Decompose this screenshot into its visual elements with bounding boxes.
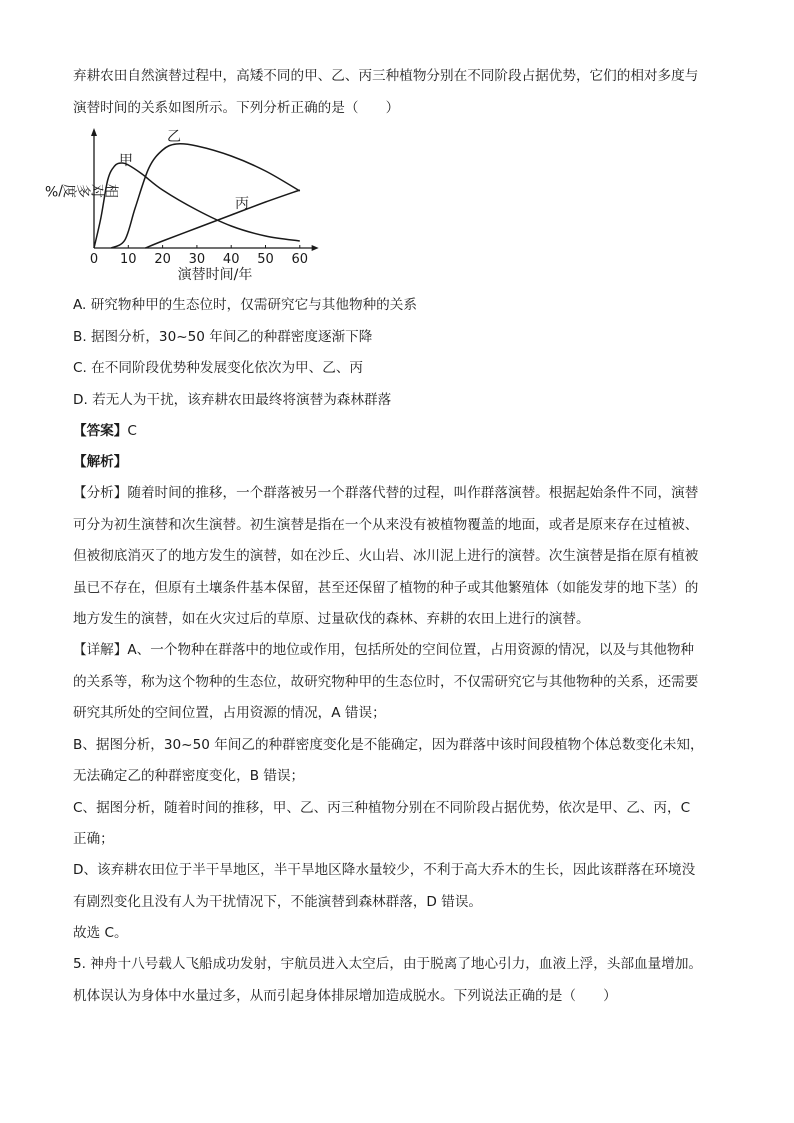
x-tick-label: 50 <box>257 252 274 267</box>
detail-line: 的关系等，称为这个物种的生态位，故研究物种甲的生态位时，不仅需研究它与其他物种的关系，还需要 <box>73 674 699 690</box>
series-curve-甲 <box>94 163 300 248</box>
analysis-line: 地方发生的演替，如在火灾过后的草原、过量砍伐的森林、弃耕的农田上进行的演替。 <box>73 611 590 627</box>
next-question-line1: 5. 神舟十八号载人飞船成功发射，宇航员进入太空后，由于脱离了地心引力，血液上浮，头部血量增加。 <box>73 956 703 972</box>
next-question-line2: 机体误认为身体中水量过多，从而引起身体排尿增加造成脱水。下列说法正确的是（ ） <box>73 988 617 1004</box>
series-label: 丙 <box>235 196 249 212</box>
series-curve-乙 <box>111 144 300 248</box>
x-axis-arrow-icon <box>312 245 319 251</box>
option-d: D. 若无人为干扰，该弃耕农田最终将演替为森林群落 <box>73 392 392 408</box>
x-tick-label: 10 <box>120 252 137 267</box>
detail-line: D、该弃耕农田位于半干旱地区，半干旱地区降水量较少，不利于高大乔木的生长，因此该群落在环境没 <box>73 862 696 878</box>
detail-line: 无法确定乙的种群密度变化，B 错误； <box>73 768 305 784</box>
x-tick-label: 0 <box>89 252 99 267</box>
analysis-line: 【分析】随着时间的推移，一个群落被另一个群落代替的过程，叫作群落演替。根据起始条件不同，演替 <box>73 485 699 501</box>
question-stem-line2: 演替时间的关系如图所示。下列分析正确的是（ ） <box>73 100 400 116</box>
chart-ylabel: 相对多度/% <box>44 182 120 198</box>
detail-line: 研究其所处的空间位置，占用资源的情况，A 错误； <box>73 705 386 721</box>
detail-line: B、据图分析，30~50 年间乙的种群密度变化是不能确定，因为群落中该时间段植物个体总数变化未知， <box>73 737 704 753</box>
x-tick-label: 60 <box>291 252 309 267</box>
detail-line: 【详解】A、一个物种在群落中的地位或作用，包括所处的空间位置，占用资源的情况，以及与其他物种 <box>73 642 695 658</box>
question-stem-line1: 弃耕农田自然演替过程中，高矮不同的甲、乙、丙三种植物分别在不同阶段占据优势，它们的相对多度与 <box>73 68 699 84</box>
analysis-heading: 【解析】 <box>73 454 128 470</box>
series-curve-丙 <box>145 190 299 248</box>
chart-axes <box>91 128 319 251</box>
detail-line: 故选 C。 <box>73 925 128 941</box>
answer-line <box>73 421 137 441</box>
detail-line: 正确； <box>73 831 114 847</box>
x-tick-label: 40 <box>222 252 240 267</box>
series-label: 乙 <box>167 129 181 145</box>
detail-line: 有剧烈变化且没有人为干扰情况下，不能演替到森林群落，D 错误。 <box>73 894 483 910</box>
answer-label: 【答案】 <box>73 423 128 439</box>
x-tick-label: 20 <box>154 252 171 267</box>
option-b: B. 据图分析，30~50 年间乙的种群密度逐渐下降 <box>73 329 373 345</box>
succession-chart <box>44 128 340 292</box>
analysis-line: 可分为初生演替和次生演替。初生演替是指在一个从来没有被植物覆盖的地面，或者是原来存在过植被、 <box>73 517 699 533</box>
option-a: A. 研究物种甲的生态位时，仅需研究它与其他物种的关系 <box>73 297 417 313</box>
answer-value: C <box>127 423 137 439</box>
option-c: C. 在不同阶段优势种发展变化依次为甲、乙、丙 <box>73 360 364 376</box>
detail-line: C、据图分析，随着时间的推移，甲、乙、丙三种植物分别在不同阶段占据优势，依次是甲、乙、丙，C <box>73 800 691 816</box>
chart-curves <box>94 129 300 248</box>
y-axis-arrow-icon <box>91 128 97 136</box>
analysis-line: 但被彻底消灭了的地方发生的演替，如在沙丘、火山岩、冰川泥上进行的演替。次生演替是指在原有植被 <box>73 548 699 564</box>
x-tick-label: 30 <box>188 252 206 267</box>
series-label: 甲 <box>119 153 133 169</box>
analysis-line: 虽已不存在，但原有土壤条件基本保留，甚至还保留了植物的种子或其他繁殖体（如能发芽的地下茎）的 <box>73 580 699 596</box>
chart-xlabel: 演替时间/年 <box>177 267 253 283</box>
